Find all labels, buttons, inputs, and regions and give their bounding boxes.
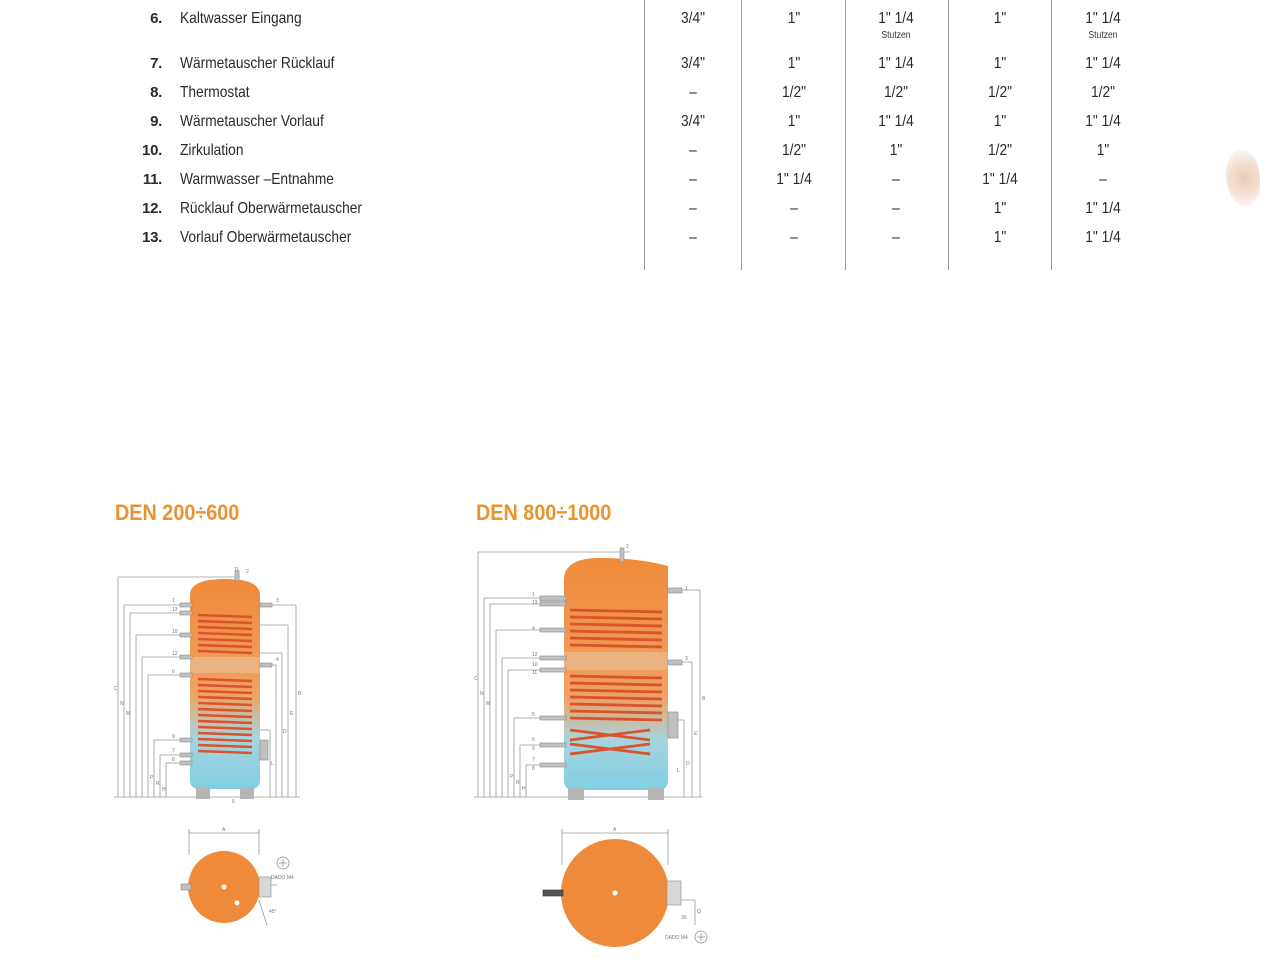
drawing-label: 10 bbox=[172, 629, 178, 635]
table-cell: 1" 1/4 bbox=[878, 113, 914, 130]
table-cell: – bbox=[689, 142, 697, 159]
drawing-label: 1 bbox=[172, 598, 175, 604]
table-cell: 1" 1/4 bbox=[878, 10, 914, 27]
tank-drawing-den-800-1000 bbox=[470, 540, 710, 805]
drawing-label: B bbox=[298, 691, 302, 697]
drawing-label: R bbox=[156, 781, 160, 787]
drawing-label: N bbox=[120, 701, 124, 707]
drawing-label: 1 bbox=[685, 586, 688, 592]
table-cell: – bbox=[892, 200, 900, 217]
table-cell: 1" bbox=[993, 55, 1007, 72]
drawing-label: E bbox=[290, 711, 294, 717]
drawing-label: 9 bbox=[532, 746, 535, 752]
table-cell: 1" bbox=[993, 10, 1007, 27]
table-cell: 1/2" bbox=[987, 84, 1012, 101]
row-number: 11. bbox=[142, 171, 162, 188]
row-number: 9. bbox=[150, 113, 162, 130]
row-number: 6. bbox=[150, 10, 162, 27]
drawing-label: 9 bbox=[172, 734, 175, 740]
row-label: Wärmetauscher Vorlauf bbox=[180, 113, 324, 130]
table-cell: 1" bbox=[787, 113, 801, 130]
drawing-label: DADO M4 bbox=[271, 875, 294, 881]
table-cell: 1" bbox=[787, 10, 801, 27]
drawing-label: M bbox=[126, 711, 131, 717]
drawing-label: R bbox=[516, 780, 520, 786]
table-cell: 1/2" bbox=[781, 142, 806, 159]
drawing-label: 2 bbox=[246, 569, 249, 575]
table-cell: 1" 1/4 bbox=[1085, 10, 1121, 27]
table-row bbox=[0, 200, 1280, 224]
row-label: Kaltwasser Eingang bbox=[180, 10, 302, 27]
table-cell: – bbox=[790, 229, 798, 246]
table-cell: 1" bbox=[787, 55, 801, 72]
drawing-label: C bbox=[474, 676, 478, 682]
drawing-label: 13 bbox=[172, 607, 178, 613]
tank-plan-den-800-1000 bbox=[535, 825, 720, 955]
drawing-label: L bbox=[677, 768, 680, 774]
table-cell-note: Stutzen bbox=[881, 30, 911, 41]
drawing-label: B bbox=[702, 696, 706, 702]
row-number: 12. bbox=[142, 200, 162, 217]
drawing-label: L bbox=[271, 761, 274, 767]
table-cell: 3/4" bbox=[680, 10, 705, 27]
table-cell: 3/4" bbox=[680, 55, 705, 72]
row-number: 13. bbox=[142, 229, 162, 246]
table-cell: 1/2" bbox=[781, 84, 806, 101]
drawing-label: 3 bbox=[276, 598, 279, 604]
table-row bbox=[0, 113, 1280, 137]
table-cell: 1" bbox=[889, 142, 903, 159]
table-cell: – bbox=[790, 200, 798, 217]
table-cell: – bbox=[892, 229, 900, 246]
drawing-label: P bbox=[150, 775, 154, 781]
row-label: Thermostat bbox=[180, 84, 250, 101]
table-cell: – bbox=[689, 84, 697, 101]
drawing-label: 13 bbox=[532, 600, 538, 606]
drawing-label: N bbox=[480, 691, 484, 697]
drawing-label: 45° bbox=[269, 909, 277, 915]
drawing-label: 8 bbox=[532, 766, 535, 772]
drawing-label: 4 bbox=[532, 626, 535, 632]
row-number: 8. bbox=[150, 84, 162, 101]
drawing-label: 5 bbox=[532, 712, 535, 718]
row-label: Wärmetauscher Rücklauf bbox=[180, 55, 335, 72]
table-cell: 1" bbox=[993, 113, 1007, 130]
table-row bbox=[0, 10, 1280, 41]
table-cell: 1" 1/4 bbox=[776, 171, 812, 188]
row-label: Rücklauf Oberwärmetauscher bbox=[180, 200, 363, 217]
drawing-label: 11 bbox=[532, 670, 538, 676]
table-cell: 1/2" bbox=[883, 84, 908, 101]
drawing-label: D bbox=[283, 729, 287, 735]
table-cell: 1" 1/4 bbox=[982, 171, 1018, 188]
table-row bbox=[0, 171, 1280, 195]
drawing-label: 8 bbox=[172, 757, 175, 763]
tank-drawing-den-200-600 bbox=[110, 565, 310, 810]
drawing-label: 7 bbox=[172, 748, 175, 754]
drawing-label: E bbox=[694, 731, 698, 737]
table-cell-note: Stutzen bbox=[1088, 30, 1118, 41]
table-cell: 1" bbox=[1096, 142, 1110, 159]
drawing-label: 6 bbox=[172, 669, 175, 675]
table-cell: 3/4" bbox=[680, 113, 705, 130]
drawing-label: A bbox=[222, 827, 226, 833]
table-cell: 1/2" bbox=[1090, 84, 1115, 101]
table-cell: – bbox=[689, 171, 697, 188]
drawing-label: 12 bbox=[172, 651, 178, 657]
table-cell: – bbox=[892, 171, 900, 188]
table-cell: – bbox=[689, 200, 697, 217]
row-label: Vorlauf Oberwärmetauscher bbox=[180, 229, 352, 246]
drawing-label: 30 bbox=[681, 915, 687, 921]
section-title-den-200-600: DEN 200÷600 bbox=[115, 500, 240, 525]
drawing-label: H bbox=[162, 787, 166, 793]
row-label: Zirkulation bbox=[180, 142, 244, 159]
row-label: Warmwasser –Entnahme bbox=[180, 171, 334, 188]
table-cell: 1" 1/4 bbox=[1085, 55, 1121, 72]
drawing-label: 11 bbox=[234, 567, 240, 573]
tank-plan-den-200-600 bbox=[175, 825, 305, 935]
row-number: 10. bbox=[142, 142, 162, 159]
drawing-label: A bbox=[613, 827, 617, 833]
drawing-label: 4 bbox=[276, 657, 279, 663]
table-row bbox=[0, 55, 1280, 79]
drawing-label: M bbox=[486, 701, 491, 707]
table-row bbox=[0, 229, 1280, 253]
table-cell: – bbox=[1099, 171, 1107, 188]
drawing-label: P bbox=[510, 774, 514, 780]
drawing-label: 10 bbox=[532, 662, 538, 668]
drawing-label: Q bbox=[697, 909, 701, 915]
table-row bbox=[0, 84, 1280, 108]
table-cell: 1" 1/4 bbox=[1085, 200, 1121, 217]
drawing-label: 1 bbox=[532, 592, 535, 598]
drawing-label: 5 bbox=[232, 799, 235, 805]
section-title-den-800-1000: DEN 800÷1000 bbox=[476, 500, 612, 525]
table-row bbox=[0, 142, 1280, 166]
drawing-label: 2 bbox=[626, 544, 629, 550]
drawing-label: D bbox=[686, 761, 690, 767]
table-cell: 1" 1/4 bbox=[1085, 113, 1121, 130]
drawing-label: 7 bbox=[532, 757, 535, 763]
table-cell: – bbox=[689, 229, 697, 246]
drawing-label: 3 bbox=[685, 656, 688, 662]
table-cell: 1" 1/4 bbox=[1085, 229, 1121, 246]
table-cell: 1" 1/4 bbox=[878, 55, 914, 72]
drawing-label: H bbox=[522, 786, 526, 792]
table-cell: 1" bbox=[993, 229, 1007, 246]
drawing-label: C bbox=[114, 686, 118, 692]
drawing-label: 12 bbox=[532, 652, 538, 658]
table-cell: 1" bbox=[993, 200, 1007, 217]
table-cell: 1/2" bbox=[987, 142, 1012, 159]
drawing-label: 6 bbox=[532, 737, 535, 743]
paper-stain bbox=[1226, 150, 1260, 206]
drawing-label: DADO M4 bbox=[665, 935, 688, 941]
row-number: 7. bbox=[150, 55, 162, 72]
